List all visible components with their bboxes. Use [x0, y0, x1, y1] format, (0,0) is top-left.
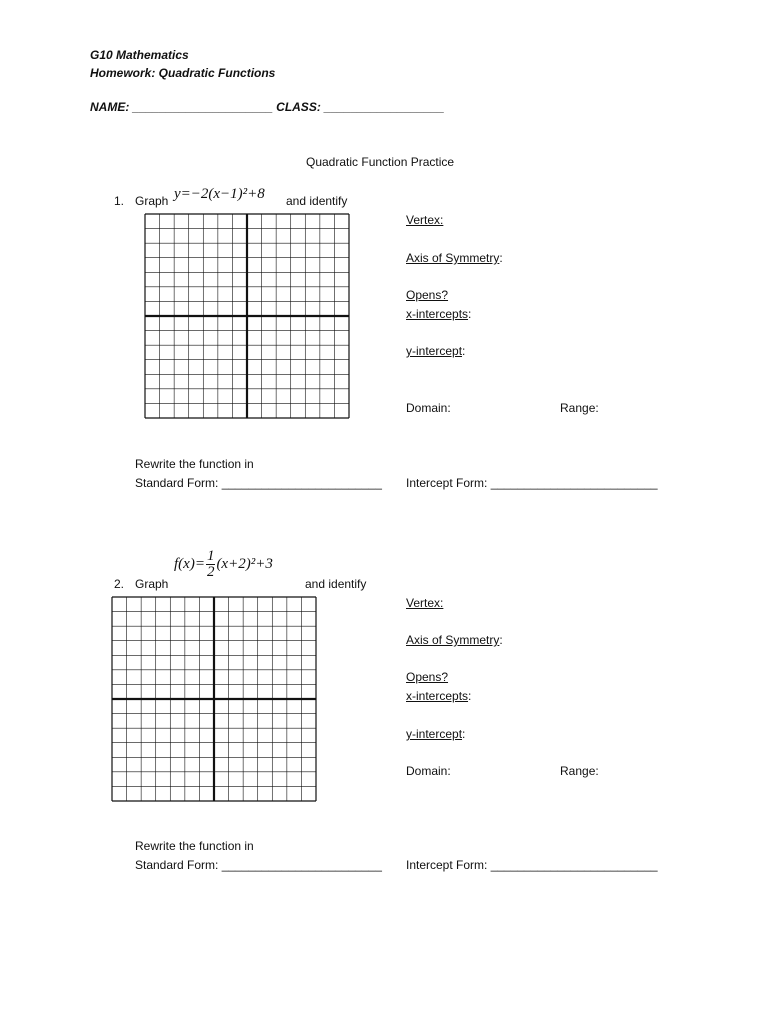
course-title: G10 Mathematics [90, 48, 189, 62]
problem-1-equation: y=−2(x−1)²+8 [174, 186, 265, 202]
problem-1-number: 1. [114, 194, 125, 208]
problem-2-graph-grid[interactable] [111, 596, 317, 802]
worksheet-title: Quadratic Function Practice [306, 155, 455, 169]
problem-1-rewrite-label: Rewrite the function in [135, 457, 254, 471]
problem-2-number: 2. [114, 577, 125, 591]
problem-2-fraction-numerator: 1 [206, 548, 215, 564]
problem-2-equation [174, 549, 273, 580]
problem-2-range-label: Range: [560, 764, 599, 778]
problem-2-identify: and identify [305, 577, 367, 591]
problem-1-graph-grid[interactable] [144, 213, 350, 419]
problem-2-opens-label: Opens? [406, 670, 449, 684]
problem-2-intercept-form-field[interactable]: Intercept Form: _________________________ [406, 858, 658, 872]
problem-2-y-intercept: y-intercept: [406, 727, 466, 741]
problem-1-identify: and identify [286, 194, 348, 208]
problem-1-graph-label: Graph [135, 194, 169, 208]
problem-2-equation-suffix: (x+2)²+3 [216, 556, 273, 572]
problem-1-intercept-form-field[interactable]: Intercept Form: _________________________ [406, 476, 658, 490]
problem-2-x-intercepts: x-intercepts: [406, 689, 472, 703]
problem-1-vertex-label: Vertex: [406, 213, 444, 227]
problem-1-domain-label: Domain: [406, 401, 451, 415]
problem-2-graph-label: Graph [135, 577, 169, 591]
problem-1-opens-label: Opens? [406, 288, 449, 302]
problem-2-vertex-label: Vertex: [406, 596, 444, 610]
problem-2-domain-label: Domain: [406, 764, 451, 778]
problem-1-axis-of-symmetry: Axis of Symmetry: [406, 251, 503, 265]
problem-1-standard-form-field[interactable]: Standard Form: ________________________ [135, 476, 382, 490]
problem-1-x-intercepts: x-intercepts: [406, 307, 472, 321]
problem-2-standard-form-field[interactable]: Standard Form: ________________________ [135, 858, 382, 872]
problem-2-fraction-denominator: 2 [206, 564, 215, 580]
problem-2-rewrite-label: Rewrite the function in [135, 839, 254, 853]
problem-2-fraction [206, 549, 216, 580]
problem-2-axis-of-symmetry: Axis of Symmetry: [406, 633, 503, 647]
name-class-line: NAME: _____________________ CLASS: __________________ [90, 100, 445, 114]
problem-2-equation-prefix: f(x)= [174, 556, 205, 572]
homework-title: Homework: Quadratic Functions [90, 66, 276, 80]
problem-1-y-intercept: y-intercept: [406, 344, 466, 358]
problem-1-range-label: Range: [560, 401, 599, 415]
